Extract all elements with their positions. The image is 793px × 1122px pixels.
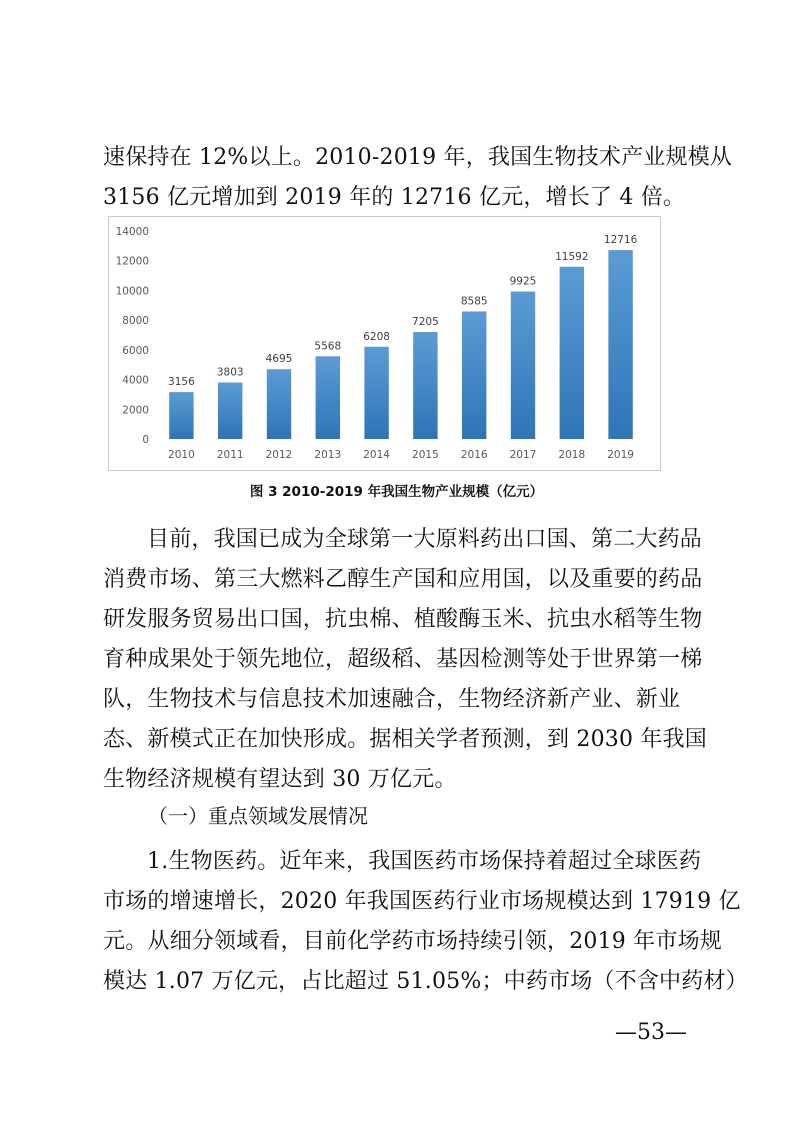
bar-2013 <box>316 356 340 439</box>
x-tick-label: 2011 <box>216 449 244 461</box>
data-label: 11592 <box>555 250 589 263</box>
paragraph-line: 研发服务贸易出口国，抗虫棉、植酸酶玉米、抗虫水稻等生物 <box>103 607 703 632</box>
data-label: 6208 <box>363 330 390 343</box>
data-label: 12716 <box>603 234 638 247</box>
y-tick-label: 4000 <box>122 374 149 387</box>
bar-2018 <box>560 267 584 439</box>
paragraph-line: 育种成果处于领先地位，超级稻、基因检测等处于世界第一梯 <box>103 647 703 672</box>
bar-2019 <box>608 250 632 439</box>
paragraph-line: 生物经济规模有望达到 30 万亿元。 <box>103 767 457 792</box>
paragraph-line: 3156 亿元增加到 2019 年的 12716 亿元，增长了 4 倍。 <box>103 185 686 210</box>
y-tick-label: 2000 <box>122 404 149 417</box>
bar-2010 <box>169 392 193 439</box>
bar-2012 <box>267 369 291 439</box>
bar-chart <box>108 216 661 471</box>
x-tick-label: 2017 <box>509 449 537 461</box>
paragraph-line: 1.生物医药。近年来，我国医药市场保持着超过全球医药 <box>147 849 702 874</box>
y-tick-label: 10000 <box>115 285 149 298</box>
x-tick-label: 2012 <box>265 449 293 461</box>
x-tick-label: 2016 <box>460 449 488 461</box>
data-label: 7205 <box>412 315 439 328</box>
y-tick-label: 0 <box>142 434 149 446</box>
paragraph-line: 速保持在 12%以上。2010-2019 年，我国生物技术产业规模从 <box>103 145 733 170</box>
data-label: 9925 <box>509 275 537 288</box>
data-label: 3156 <box>168 376 195 389</box>
y-tick-label: 6000 <box>122 344 149 357</box>
paragraph-line: 队，生物技术与信息技术加速融合，生物经济新产业、新业 <box>103 687 681 712</box>
x-tick-label: 2010 <box>168 449 195 461</box>
y-tick-label: 14000 <box>115 226 149 238</box>
data-label: 4695 <box>265 353 293 366</box>
section-heading: （一）重点领域发展情况 <box>148 804 368 828</box>
bar-2016 <box>462 311 486 439</box>
x-tick-label: 2013 <box>314 449 342 461</box>
x-tick-label: 2014 <box>363 449 390 461</box>
data-label: 5568 <box>314 340 342 353</box>
paragraph-line: 目前，我国已成为全球第一大原料药出口国、第二大药品 <box>147 527 703 552</box>
x-tick-label: 2015 <box>412 449 439 461</box>
data-label: 3803 <box>216 366 244 379</box>
bar-2017 <box>511 292 535 439</box>
data-label: 8585 <box>460 295 488 308</box>
paragraph-line: 模达 1.07 万亿元，占比超过 51.05%；中药市场（不含中药材） <box>103 969 748 994</box>
paragraph-line: 元。从细分领域看，目前化学药市场持续引领，2019 年市场规 <box>103 929 722 954</box>
paragraph-line: 态、新模式正在加快形成。据相关学者预测，到 2030 年我国 <box>103 727 707 752</box>
bar-2014 <box>364 347 388 439</box>
paragraph-line: 市场的增速增长，2020 年我国医药行业市场规模达到 17919 亿 <box>103 889 741 914</box>
y-tick-label: 12000 <box>115 255 149 268</box>
bar-2015 <box>413 332 437 439</box>
y-tick-label: 8000 <box>122 315 149 328</box>
paragraph-line: 消费市场、第三大燃料乙醇生产国和应用国，以及重要的药品 <box>103 567 703 592</box>
x-tick-label: 2019 <box>607 449 634 461</box>
bar-chart-svg <box>109 217 660 470</box>
page-number: —53— <box>615 1020 687 1045</box>
bar-2011 <box>218 382 242 439</box>
figure-caption: 图 3 2010-2019 年我国生物产业规模（亿元） <box>249 484 544 500</box>
x-tick-label: 2018 <box>558 449 586 461</box>
